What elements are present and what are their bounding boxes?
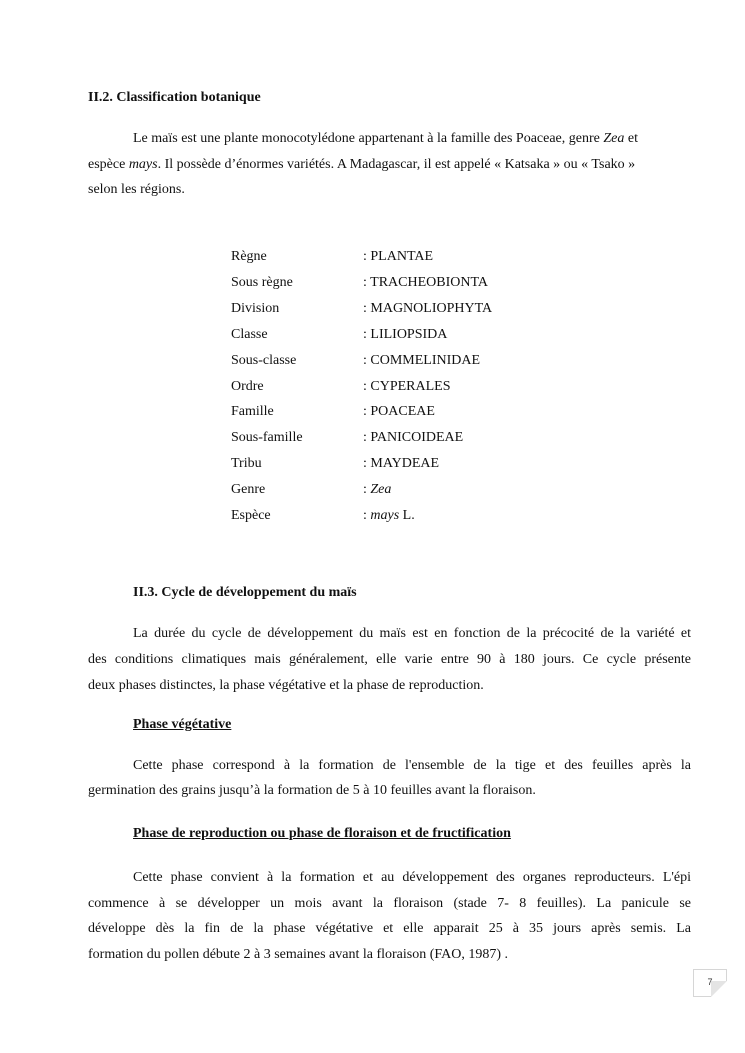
- taxonomy-rank: Famille: [231, 404, 274, 419]
- taxonomy-rank: Ordre: [231, 379, 264, 394]
- section-heading-cycle: II.3. Cycle de développement du maïs: [133, 585, 357, 600]
- taxonomy-rank: Sous règne: [231, 275, 293, 290]
- taxonomy-value: : TRACHEOBIONTA: [363, 275, 489, 290]
- taxonomy-row: [231, 481, 551, 499]
- subheading-phase-reproduction: Phase de reproduction ou phase de floraison et de fructification: [133, 826, 511, 841]
- taxonomy-row: [231, 274, 551, 292]
- taxonomy-rank: Tribu: [231, 456, 262, 471]
- taxonomy-value: : COMMELINIDAE: [363, 353, 481, 368]
- taxonomy-row: [231, 248, 551, 266]
- paragraph-line: La durée du cycle de développement du maïs est en fonction de la précocité de la variété et: [133, 626, 691, 641]
- taxonomy-rank: Sous-classe: [231, 353, 297, 368]
- paragraph-line: [88, 156, 635, 174]
- paragraph-line: des conditions climatiques mais généralement, elle varie entre 90 à 180 jours. Ce cycle présente: [88, 652, 691, 667]
- taxonomy-rank: Sous-famille: [231, 430, 303, 445]
- text-fragment: :: [363, 482, 371, 497]
- taxonomy-rank: Division: [231, 301, 280, 316]
- taxonomy-row: [231, 326, 551, 344]
- text-fragment: L.: [399, 508, 415, 523]
- section-heading-classification: II.2. Classification botanique: [88, 90, 261, 105]
- paragraph-line: formation du pollen débute 2 à 3 semaines avant la floraison (FAO, 1987) .: [88, 947, 509, 962]
- page-number-box: [693, 969, 727, 997]
- taxonomy-value: : POACEAE: [363, 404, 435, 419]
- text-fragment: Le maïs est une plante monocotylédone appartenant à la famille des Poaceae, genre: [133, 131, 604, 146]
- paragraph-line: germination des grains jusqu’à la formation de 5 à 10 feuilles avant la floraison.: [88, 783, 536, 798]
- paragraph-line: Cette phase convient à la formation et au développement des organes reproducteurs. L'épi: [133, 870, 691, 885]
- species-italic: mays: [128, 157, 158, 172]
- taxonomy-value: [363, 481, 391, 499]
- paragraph-line: développe dès la fin de la phase végétative et elle apparait 25 à 35 jours après semis. La: [88, 921, 691, 936]
- text-fragment: . Il possède d’énormes variétés. A Madagascar, il est appelé « Katsaka » ou « Tsako »: [157, 157, 636, 172]
- genus-italic: Zea: [603, 131, 625, 146]
- taxonomy-value: [363, 507, 415, 525]
- page-number: 7: [707, 977, 713, 987]
- paragraph-line: commence à se développer un mois avant la floraison (stade 7- 8 feuilles). La panicule se: [88, 896, 691, 911]
- species-italic: mays: [370, 508, 400, 523]
- taxonomy-row: [231, 300, 551, 318]
- taxonomy-value: : CYPERALES: [363, 379, 451, 394]
- taxonomy-row: [231, 429, 551, 447]
- taxonomy-value: : MAYDEAE: [363, 456, 440, 471]
- text-fragment: :: [363, 508, 371, 523]
- taxonomy-rank: Genre: [231, 482, 266, 497]
- taxonomy-row: [231, 507, 551, 525]
- taxonomy-row: [231, 352, 551, 370]
- taxonomy-value: : PLANTAE: [363, 249, 434, 264]
- taxonomy-row: [231, 455, 551, 473]
- subheading-phase-vegetative: Phase végétative: [133, 717, 232, 732]
- taxonomy-rank: Classe: [231, 327, 268, 342]
- paragraph-line: deux phases distinctes, la phase végétative et la phase de reproduction.: [88, 678, 484, 693]
- text-fragment: et: [624, 131, 638, 146]
- paragraph-line: [133, 130, 638, 148]
- taxonomy-value: : MAGNOLIOPHYTA: [363, 301, 493, 316]
- taxonomy-value: : LILIOPSIDA: [363, 327, 448, 342]
- paragraph-line: Cette phase correspond à la formation de l'ensemble de la tige et des feuilles après la: [133, 758, 691, 773]
- taxonomy-row: [231, 378, 551, 396]
- genus-italic: Zea: [370, 482, 392, 497]
- taxonomy-rank: Règne: [231, 249, 267, 264]
- taxonomy-row: [231, 403, 551, 421]
- text-fragment: espèce: [88, 157, 129, 172]
- taxonomy-value: : PANICOIDEAE: [363, 430, 464, 445]
- page-curl-icon: [711, 981, 727, 997]
- taxonomy-rank: Espèce: [231, 508, 271, 523]
- paragraph-line: selon les régions.: [88, 182, 185, 197]
